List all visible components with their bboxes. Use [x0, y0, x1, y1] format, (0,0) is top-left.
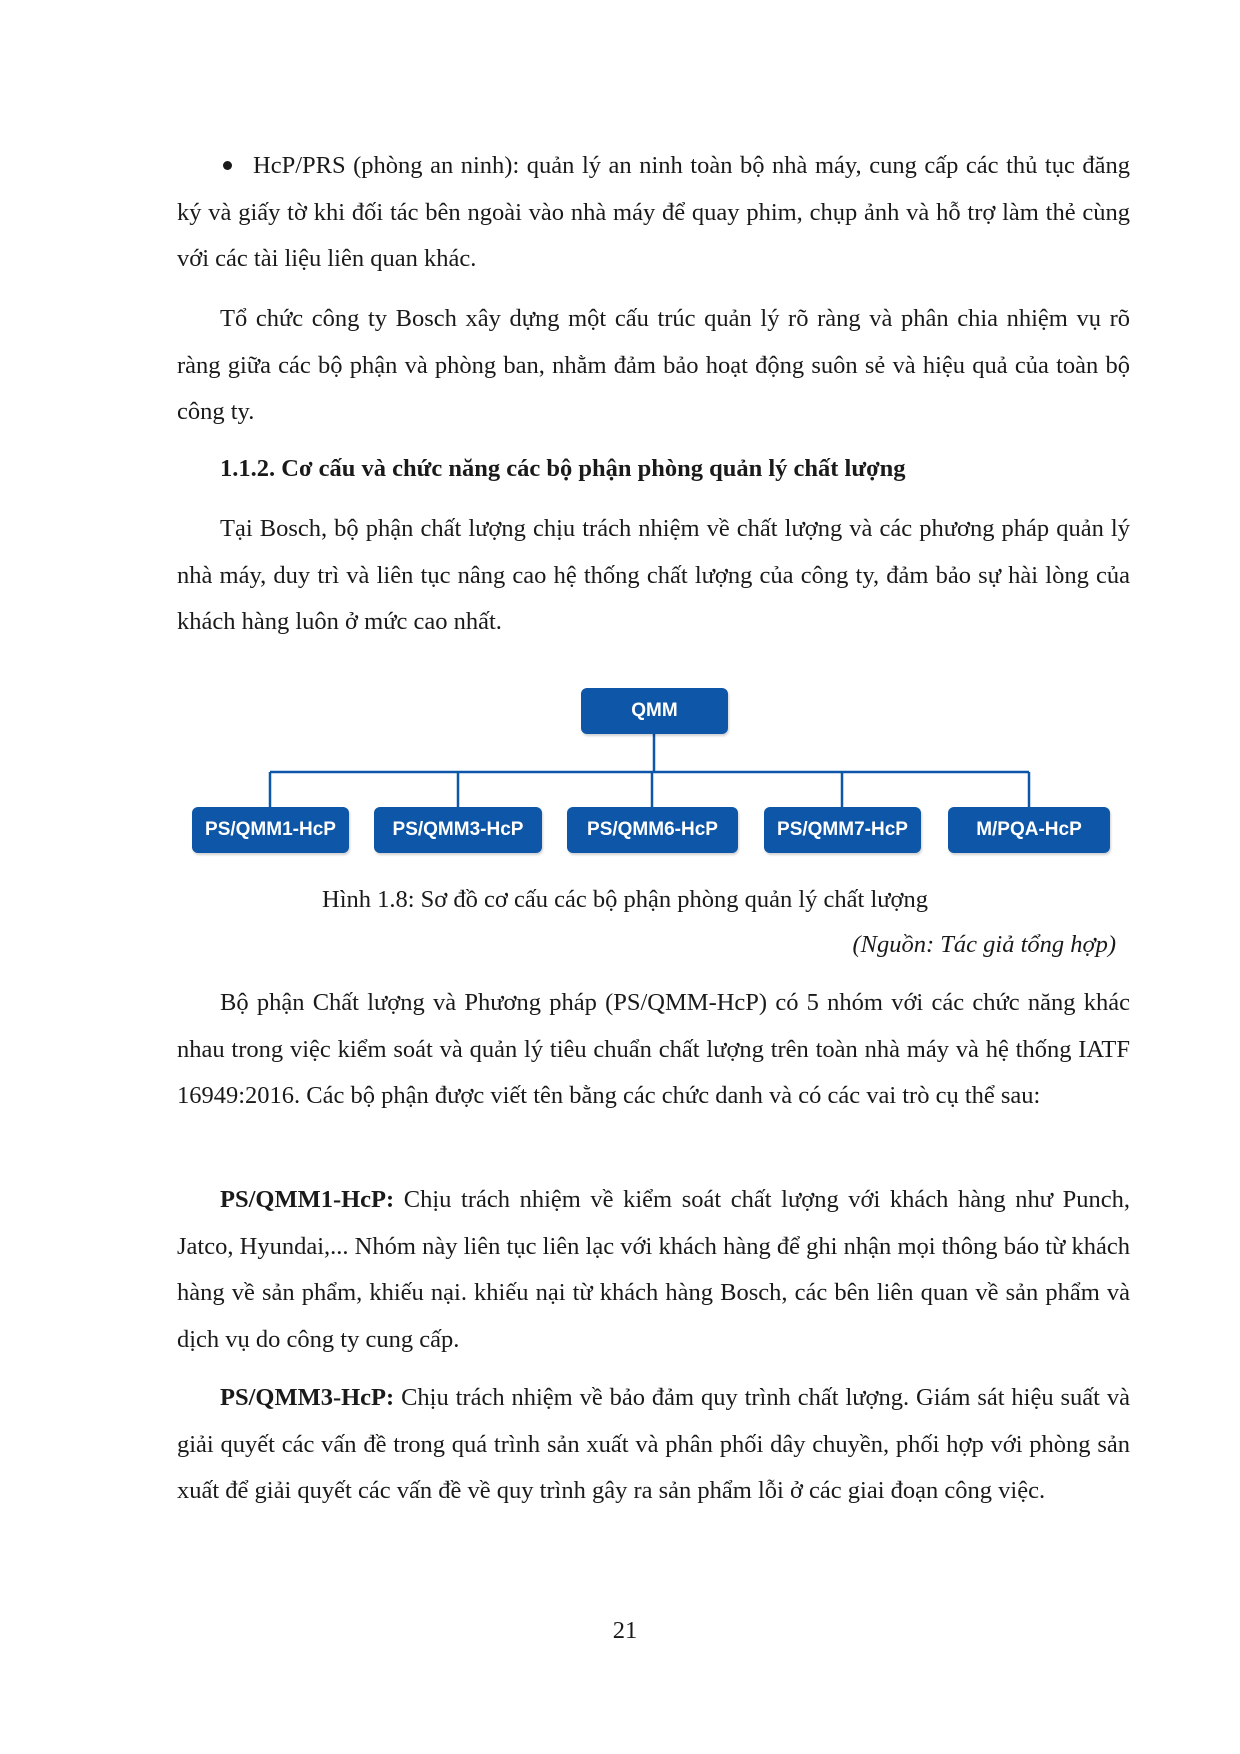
- page-number: 21: [612, 1617, 638, 1644]
- bullet-paragraph: [177, 143, 1130, 283]
- paragraph-intro: Tại Bosch, bộ phận chất lượng chịu trách nhiệm về chất lượng và các phương pháp quản lý nhà máy, duy trì và liên tục nâng cao hệ thống chất lượng của công ty, đảm bảo sự hài lòng của khách hàng luôn ở mức cao nhất.: [177, 515, 1130, 635]
- figure-source: (Nguồn: Tác giả tổng hợp): [852, 931, 1116, 958]
- paragraph-qmm1: [177, 1177, 1130, 1363]
- org-node-pqa: M/PQA-HcP: [948, 807, 1110, 853]
- org-node-qmm: QMM: [581, 688, 728, 734]
- bullet-text: quản lý an ninh toàn bộ nhà máy, cung cấp các thủ tục đăng ký và giấy tờ khi đối tác bên ngoài vào nhà máy để quay phim, chụp ảnh và hỗ trợ làm thẻ cùng với các tài liệu liên quan khác.: [177, 152, 1130, 272]
- paragraph-qmm3: [177, 1375, 1130, 1515]
- qmm3-label: PS/QMM3-HcP:: [220, 1384, 395, 1411]
- bullet-label: HcP/PRS (phòng an ninh):: [253, 152, 520, 179]
- paragraph-org-structure: Tổ chức công ty Bosch xây dựng một cấu trúc quản lý rõ ràng và phân chia nhiệm vụ rõ ràng giữa các bộ phận và phòng ban, nhằm đảm bảo hoạt động suôn sẻ và hiệu quả của toàn bộ công ty.: [177, 305, 1130, 425]
- qmm1-text: Chịu trách nhiệm về kiểm soát chất lượng với khách hàng như Punch, Jatco, Hyundai,... Nhóm này liên tục liên lạc với khách hàng để ghi nhận mọi thông báo từ khách hàng về sản phẩm, khiếu nại. khiếu nại từ khách hàng Bosch, các bên liên quan về sản phẩm và dịch vụ do công ty cung cấp.: [177, 1186, 1130, 1353]
- qmm3-text: Chịu trách nhiệm về bảo đảm quy trình chất lượng. Giám sát hiệu suất và giải quyết các vấn đề trong quá trình sản xuất và phân phối dây chuyền, phối hợp với phòng sản xuất để giải quyết các vấn đề về quy trình gây ra sản phẩm lỗi ở các giai đoạn công việc.: [177, 1384, 1130, 1504]
- figure-caption: Hình 1.8: Sơ đồ cơ cấu các bộ phận phòng quản lý chất lượng: [322, 886, 928, 913]
- qmm1-label: PS/QMM1-HcP:: [220, 1186, 395, 1213]
- paragraph-department: Bộ phận Chất lượng và Phương pháp (PS/QMM-HcP) có 5 nhóm với các chức năng khác nhau trong việc kiểm soát và quản lý tiêu chuẩn chất lượng trên toàn nhà máy và hệ thống IATF 16949:2016. Các bộ phận được viết tên bằng các chức danh và có các vai trò cụ thể sau:: [177, 989, 1130, 1109]
- section-heading: 1.1.2. Cơ cấu và chức năng các bộ phận phòng quản lý chất lượng: [220, 455, 906, 482]
- org-node-qmm1: PS/QMM1-HcP: [192, 807, 349, 853]
- org-node-qmm6: PS/QMM6-HcP: [567, 807, 738, 853]
- org-node-qmm7: PS/QMM7-HcP: [764, 807, 921, 853]
- org-node-qmm3: PS/QMM3-HcP: [374, 807, 542, 853]
- bullet-icon: [223, 161, 232, 170]
